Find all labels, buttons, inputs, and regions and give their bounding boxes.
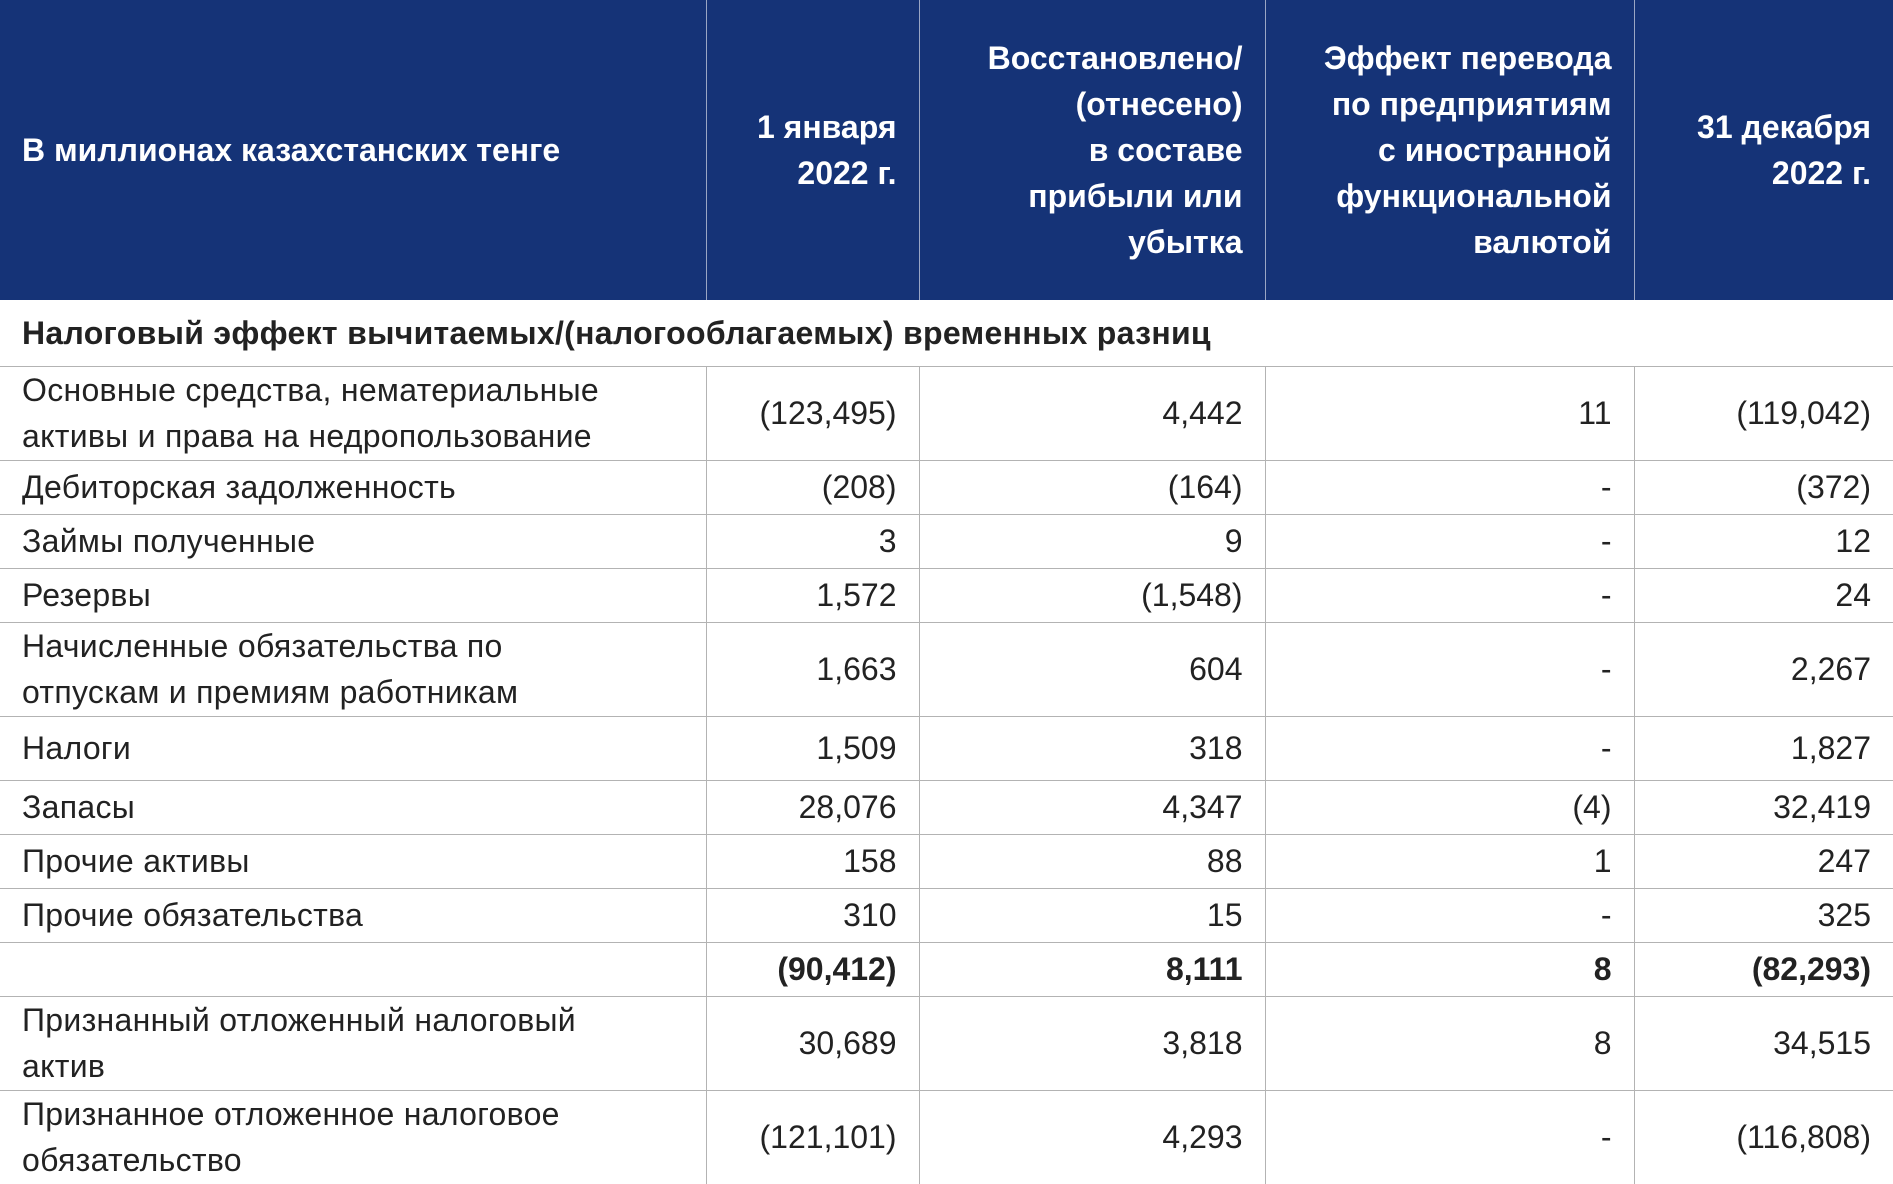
total-row [0,942,1893,996]
table-row [0,780,1893,834]
row-label: Прочие активы [0,834,706,888]
row-label: Прочие обязательства [0,888,706,942]
cell-v3: - [1265,1090,1634,1184]
cell-v4: 247 [1634,834,1893,888]
table-header-row [0,0,1893,300]
cell-v4: 2,267 [1634,622,1893,716]
cell-v3: (4) [1265,780,1634,834]
cell-v4: 34,515 [1634,996,1893,1090]
cell-v1: 158 [706,834,919,888]
cell-v1: 310 [706,888,919,942]
cell-v3: - [1265,716,1634,780]
header-label: В миллионах казахстанских тенге [0,0,706,300]
cell-v1: (123,495) [706,366,919,460]
cell-v2: 604 [919,622,1265,716]
row-label: Признанное отложенное налоговое обязательство [0,1090,706,1184]
cell-v4: 325 [1634,888,1893,942]
cell-v2: 3,818 [919,996,1265,1090]
section-row [0,300,1893,366]
cell-v4: (372) [1634,460,1893,514]
cell-v4: (119,042) [1634,366,1893,460]
cell-v1: 1,509 [706,716,919,780]
cell-v4: 32,419 [1634,780,1893,834]
header-jan-2022: 1 января 2022 г. [706,0,919,300]
cell-v3: 1 [1265,834,1634,888]
cell-v2: 88 [919,834,1265,888]
cell-v1: 3 [706,514,919,568]
row-label: Займы полученные [0,514,706,568]
table-row [0,996,1893,1090]
table-row [0,888,1893,942]
cell-v2: 4,442 [919,366,1265,460]
row-label: Резервы [0,568,706,622]
table-row [0,622,1893,716]
total-v3: 8 [1265,942,1634,996]
cell-v1: (208) [706,460,919,514]
cell-v3: 11 [1265,366,1634,460]
cell-v3: - [1265,460,1634,514]
cell-v3: - [1265,622,1634,716]
table-row [0,834,1893,888]
cell-v3: - [1265,568,1634,622]
cell-v4: (116,808) [1634,1090,1893,1184]
cell-v2: 318 [919,716,1265,780]
cell-v2: 9 [919,514,1265,568]
total-v4: (82,293) [1634,942,1893,996]
table-row [0,1090,1893,1184]
table-row [0,514,1893,568]
table-row [0,366,1893,460]
row-label: Признанный отложенный налоговый актив [0,996,706,1090]
cell-v4: 12 [1634,514,1893,568]
header-fx-effect: Эффект перевода по предприятиям с иностранной функциональной валютой [1265,0,1634,300]
row-label: Основные средства, нематериальные активы и права на недропользование [0,366,706,460]
total-v1: (90,412) [706,942,919,996]
cell-v4: 1,827 [1634,716,1893,780]
cell-v1: 1,663 [706,622,919,716]
section-title: Налоговый эффект вычитаемых/(налогооблагаемых) временных разниц [22,314,1211,351]
cell-v2: 4,347 [919,780,1265,834]
cell-v3: - [1265,514,1634,568]
cell-v3: 8 [1265,996,1634,1090]
header-dec-2022: 31 декабря 2022 г. [1634,0,1893,300]
table-row [0,568,1893,622]
row-label: Налоги [0,716,706,780]
cell-v1: 30,689 [706,996,919,1090]
row-label: Дебиторская задолженность [0,460,706,514]
cell-v3: - [1265,888,1634,942]
total-label [0,942,706,996]
total-v2: 8,111 [919,942,1265,996]
table-row [0,460,1893,514]
cell-v2: 4,293 [919,1090,1265,1184]
row-label: Запасы [0,780,706,834]
cell-v1: 28,076 [706,780,919,834]
cell-v1: 1,572 [706,568,919,622]
cell-v2: (1,548) [919,568,1265,622]
cell-v2: 15 [919,888,1265,942]
cell-v4: 24 [1634,568,1893,622]
row-label: Начисленные обязательства по отпускам и премиям работникам [0,622,706,716]
cell-v1: (121,101) [706,1090,919,1184]
cell-v2: (164) [919,460,1265,514]
table-row [0,716,1893,780]
header-profit-loss: Восстановлено/ (отнесено) в составе прибыли или убытка [919,0,1265,300]
